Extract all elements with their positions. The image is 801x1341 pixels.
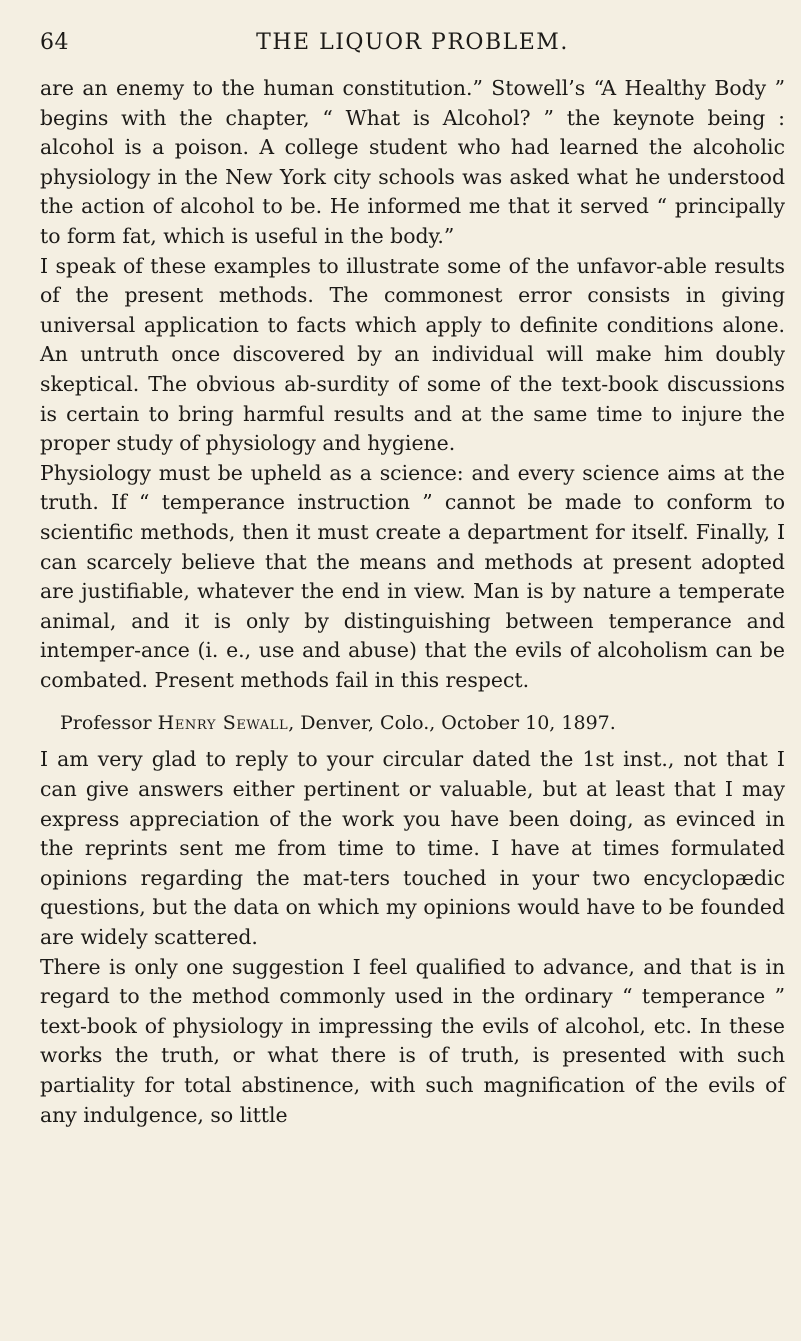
letter-location-date: , Denver, Colo., October 10, 1897.	[288, 712, 616, 735]
page-number: 64	[40, 30, 69, 55]
letter-header	[40, 709, 785, 737]
body-text	[40, 74, 785, 1130]
letter-author: Henry Sewall	[157, 712, 289, 735]
letter-prefix: Professor	[60, 712, 158, 735]
running-head	[40, 30, 785, 66]
paragraph-5: There is only one suggestion I feel qualified to advance, and that is in regard to the method commonly used in the ordinary “ temperance ” text-book of physiology in impressing the evils of alcohol, etc. In these works the truth, or what there is of truth, is presented with such partiality for total abstinence, with such magnification of the evils of any indulgence, so little	[40, 954, 785, 1127]
paragraph-1: are an enemy to the human constitution.” Stowell’s “A Healthy Body ” begins with the chapter, “ What is Alcohol? ” the keynote being : alcohol is a poison. A college student who had learned the alcoholic physiology in the New York city schools was asked what he understood the action of alcohol to be. He informed me that it served “ principally to form fat, which is useful in the body.”	[40, 76, 785, 248]
paragraph-4: I am very glad to reply to your circular dated the 1st inst., not that I can give answers either pertinent or valuable, but at least that I may express appreciation of the work you have been doing, as evinced in the reprints sent me from time to time. I have at times formulated opinions regarding the mat-ters touched in your two encyclopædic questions, but the data on which my opinions would have to be founded are widely scattered.	[40, 747, 785, 950]
paragraph-2: I speak of these examples to illustrate some of the unfavor-able results of the present methods. The commonest error consists in giving universal application to facts which apply to definite conditions alone. An untruth once discovered by an individual will make him doubly skeptical. The obvious ab-surdity of some of the text-book discussions is certain to bring harmful results and at the same time to injure the proper study of physiology and hygiene.	[40, 253, 785, 456]
running-title: THE LIQUOR PROBLEM.	[256, 30, 569, 55]
paragraph-3: Physiology must be upheld as a science: and every science aims at the truth. If “ temperance instruction ” cannot be made to conform to scientific methods, then it must create a department for itself. Finally, I can scarcely believe that the means and methods at present adopted are justifiable, whatever the end in view. Man is by nature a temperate animal, and it is only by distinguishing between temperance and intemper-ance (i. e., use and abuse) that the evils of alcoholism can be combated. Present methods fail in this respect.	[40, 460, 785, 692]
